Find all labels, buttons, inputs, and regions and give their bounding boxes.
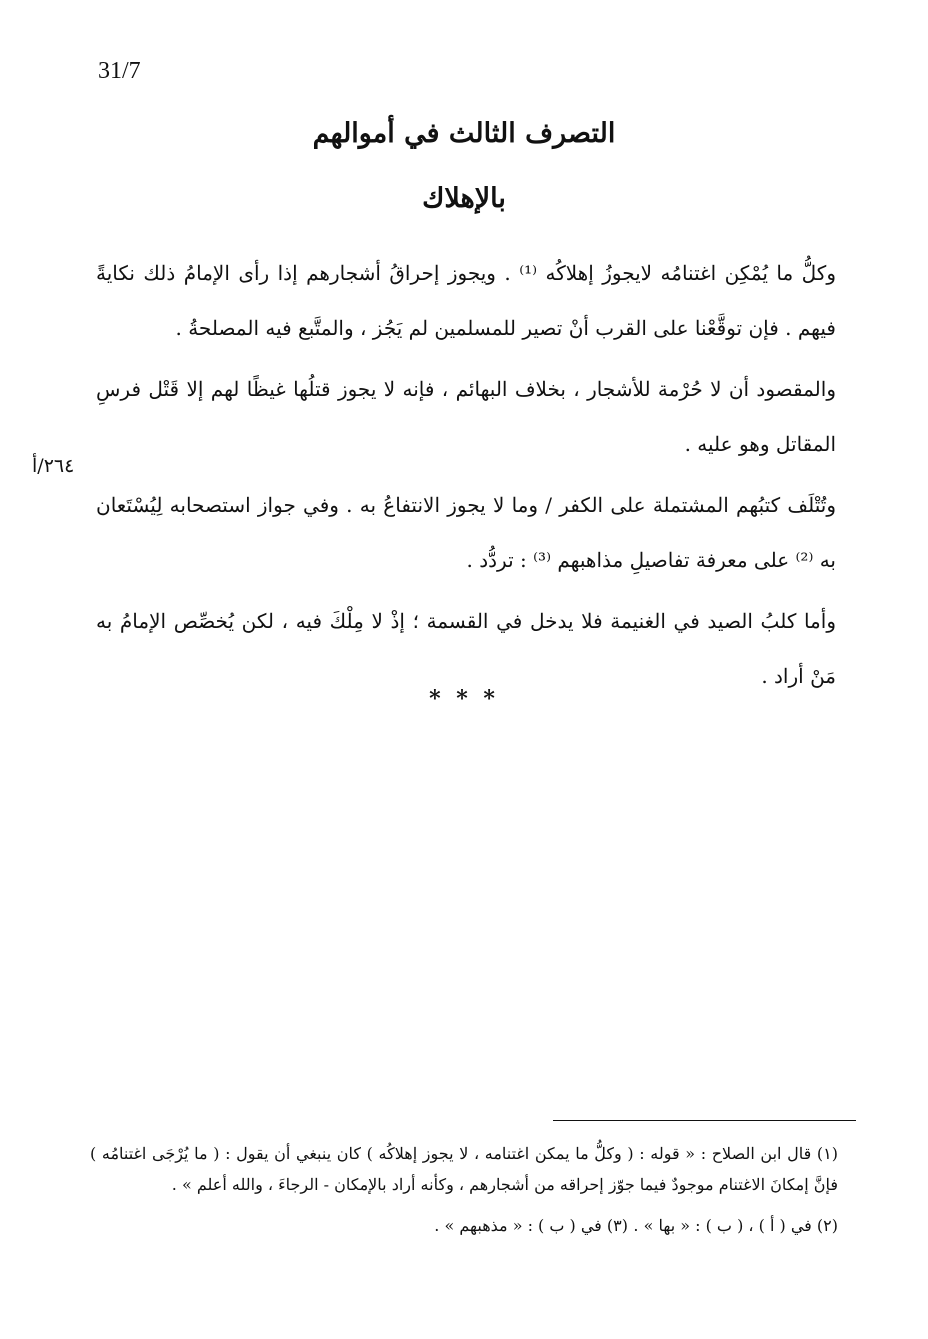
paragraph: وتُتْلَف كتبُهم المشتملة على الكفر / وما لا يجوز الانتفاعُ به . وفي جواز استصحابه لِيُسْتَعان به ⁽²⁾ على معرفة تفاصيلِ مذاهبهم ⁽³⁾ : تردُّد .	[96, 493, 836, 572]
footnote-divider	[553, 1120, 856, 1121]
main-text	[96, 246, 836, 710]
footnote-1: (١) قال ابن الصلاح : « قوله : ( وكلُّ ما يمكن اغتنامه ، لا يجوز إهلاكُه ) كان ينبغي أن يقول : ( ما يُرْجَى اغتنامُه ) فإنَّ إمكانَ الاغتنام موجودٌ فيما جوّز إحراقه من أشجارهم ، وكأنه أراد بالإمكان - الرجاءَ ، والله أعلم » .	[90, 1144, 838, 1194]
section-separator: * * *	[429, 686, 499, 712]
page-number: 31/7	[98, 58, 141, 84]
section-subtitle: بالإهلاك	[422, 183, 506, 214]
paragraph: وكلُّ ما يُمْكِن اغتنامُه لايجوزُ إهلاكُه ⁽¹⁾ . ويجوز إحراقُ أشجارهم إذا رأى الإمامُ ذلك نكايةً فيهم . فإن توقَّعْنا على القرب أنْ تصير للمسلمين لم يَجُز ، والمتَّبع فيه المصلحةُ .	[96, 261, 836, 340]
chapter-title: التصرف الثالث في أموالهم	[312, 118, 616, 149]
manuscript-folio-note: ٢٦٤/أ	[32, 455, 75, 477]
footnotes	[90, 1138, 838, 1241]
paragraph: والمقصود أن لا حُرْمة للأشجار ، بخلاف البهائم ، فإنه لا يجوز قتلُها غيظًا لهم إلا قَتْل فرسِ المقاتل وهو عليه .	[96, 377, 836, 456]
footnote-row	[90, 1210, 838, 1241]
paragraph: وأما كلبُ الصيد في الغنيمة فلا يدخل في القسمة ؛ إذْ لا مِلْكَ فيه ، لكن يُخصِّص الإمامُ به مَنْ أراد .	[96, 609, 836, 688]
footnote-3: (٣) في ( ب ) : « مذهبهم » .	[434, 1216, 628, 1235]
footnote-2: (٢) في ( أ ) ، ( ب ) : « بها » .	[633, 1216, 838, 1235]
